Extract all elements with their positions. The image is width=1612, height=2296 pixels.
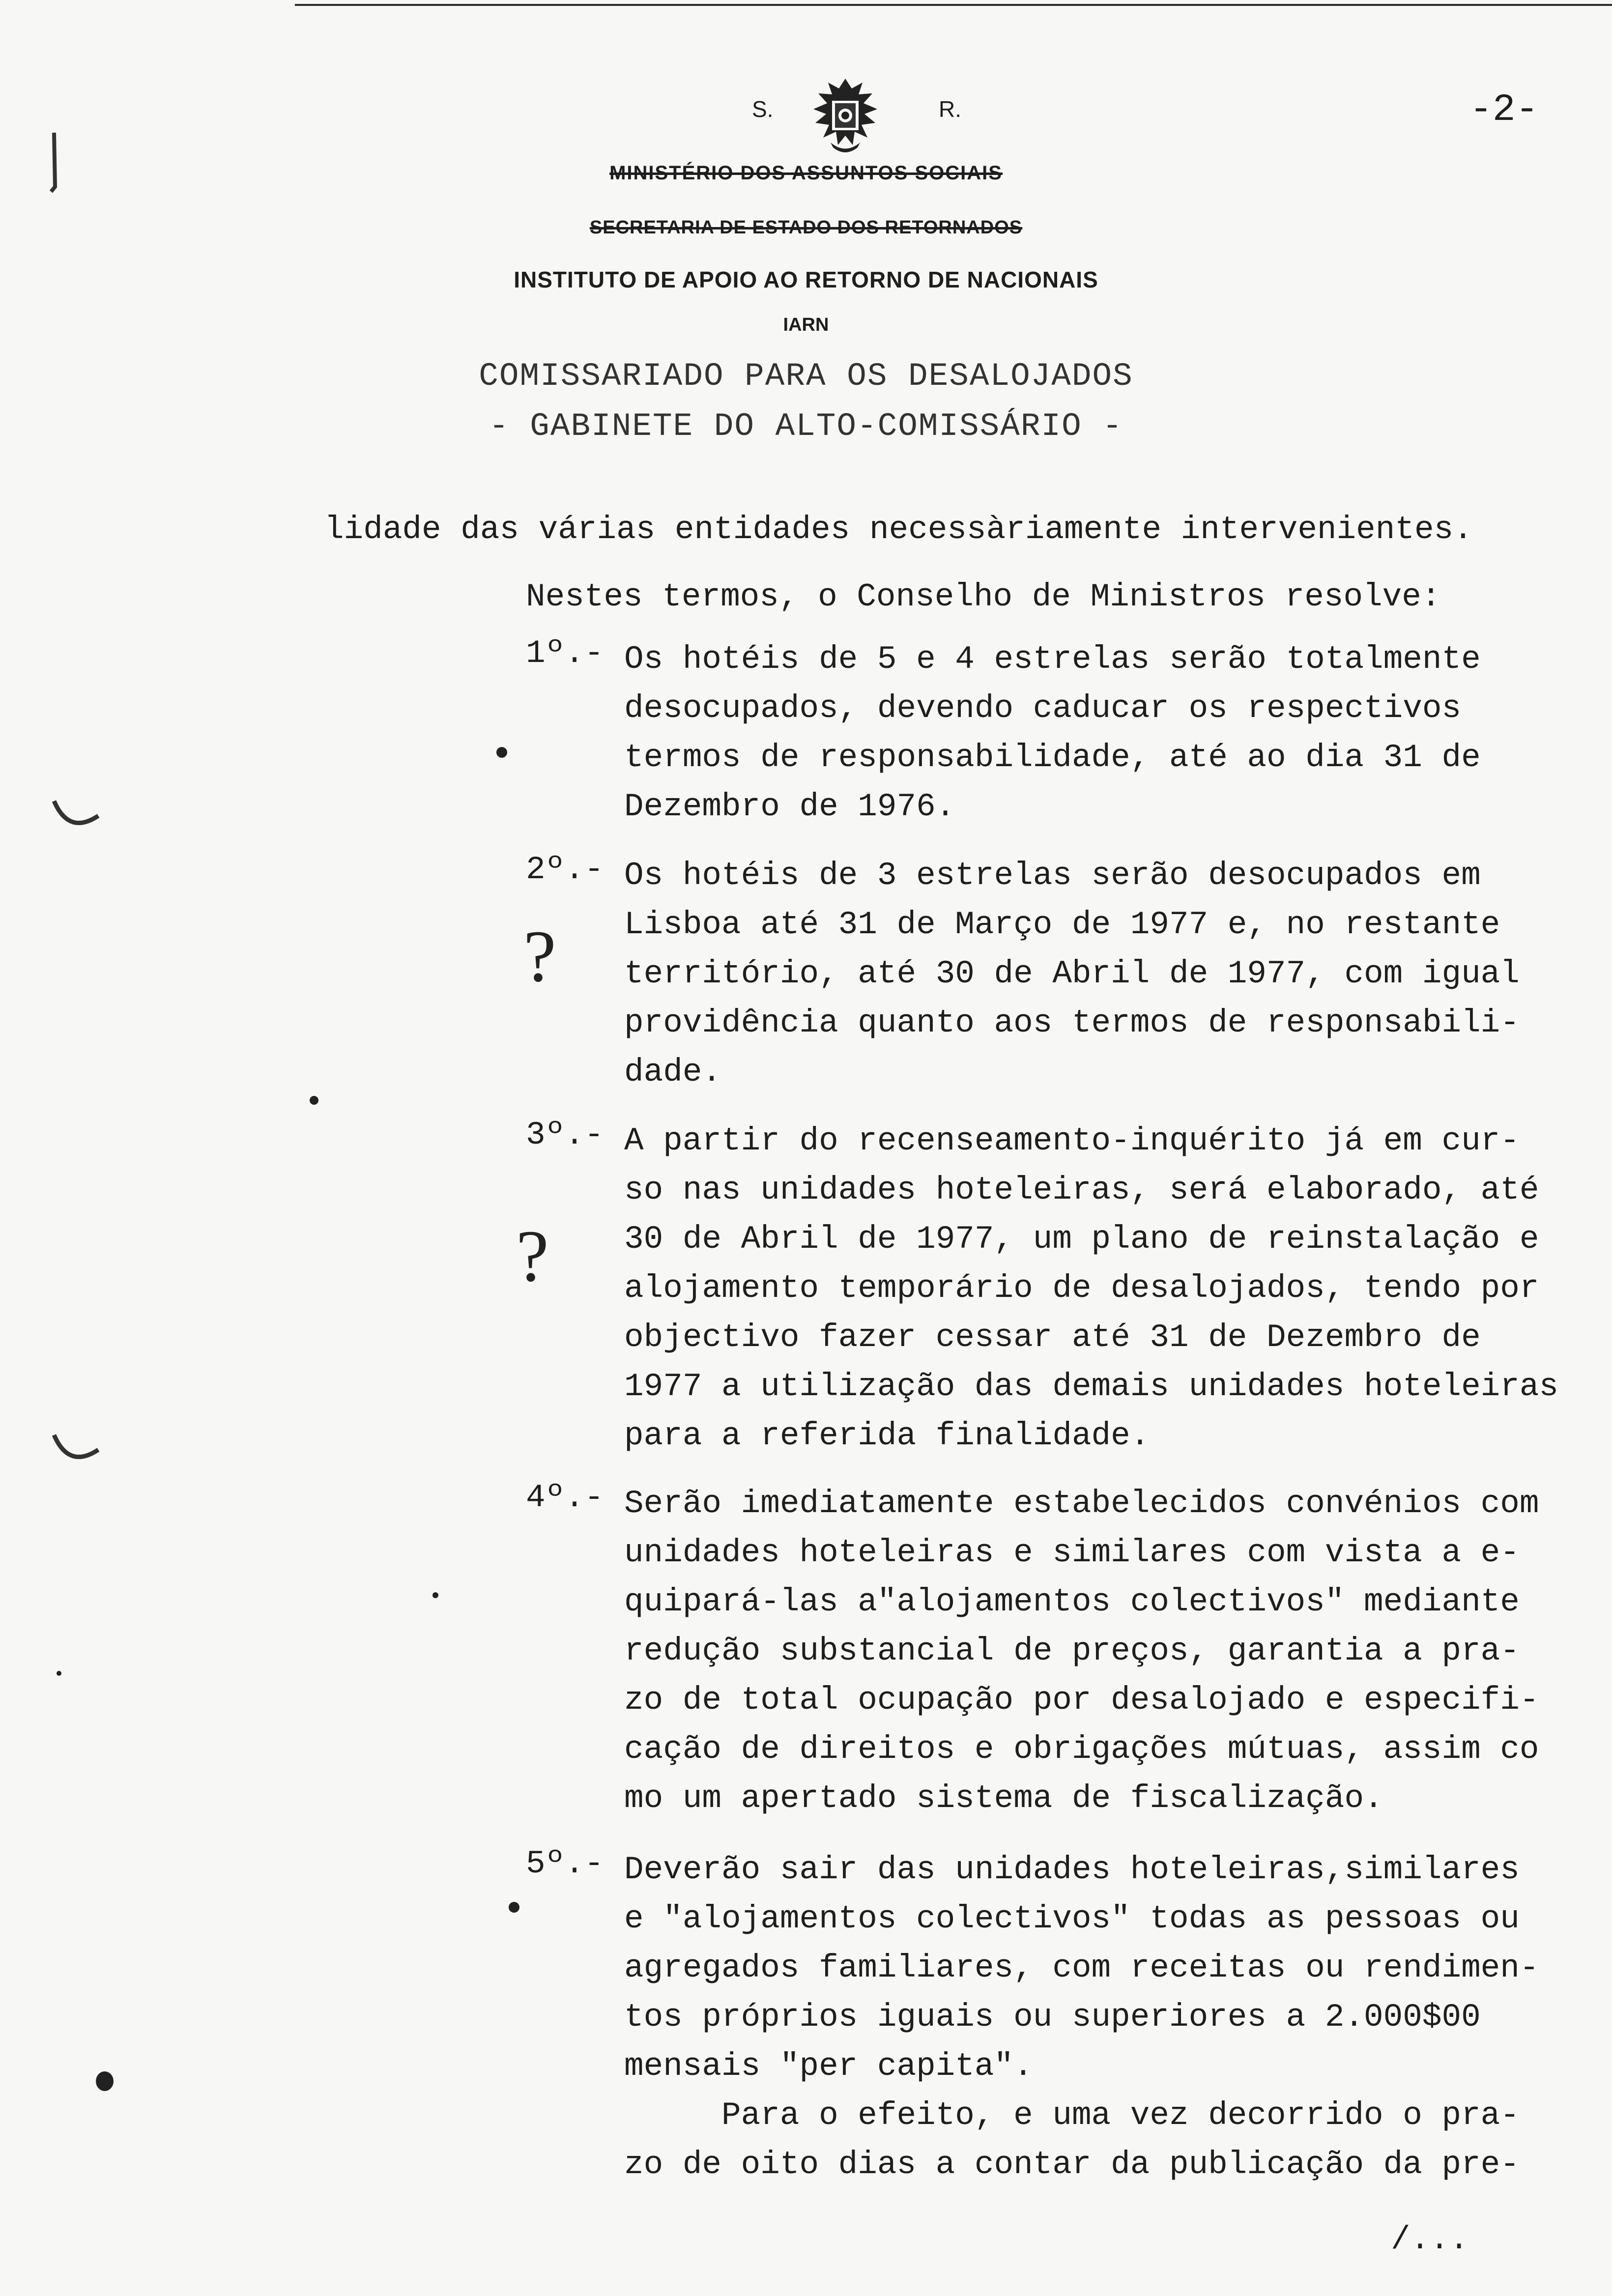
continuation-mark: /... <box>1391 2221 1469 2258</box>
scan-speck <box>96 2071 114 2091</box>
item-line: Deverão sair das unidades hoteleiras,similares <box>624 1851 1520 1888</box>
handwritten-question-mark: ? <box>523 916 556 997</box>
list-item <box>624 635 1481 832</box>
item-line: Os hotéis de 3 estrelas serão desocupados em <box>624 857 1481 894</box>
item-line: unidades hoteleiras e similares com vista a e- <box>624 1534 1520 1571</box>
letterhead-crest <box>752 74 961 157</box>
item-number: 1º.- <box>526 635 604 672</box>
margin-stroke-icon <box>44 128 64 197</box>
item-line: Dezembro de 1976. <box>624 788 955 825</box>
punch-hole-arc-icon <box>49 796 103 840</box>
list-item <box>624 1479 1539 1823</box>
item-line: redução substancial de preços, garantia a pra- <box>624 1633 1520 1669</box>
intro-line: Nestes termos, o Conselho de Ministros resolve: <box>526 578 1441 615</box>
item-line: quipará-las a"alojamentos colectivos" mediante <box>624 1583 1520 1620</box>
item-line: Serão imediatamente estabelecidos convénios com <box>624 1485 1539 1522</box>
item-line: e "alojamentos colectivos" todas as pessoas ou <box>624 1900 1520 1937</box>
secretariat-line: SECRETARIA DE ESTADO DOS RETORNADOS <box>589 217 1023 238</box>
handwritten-question-mark: ? <box>516 1215 549 1297</box>
item-line: para a referida finalidade. <box>624 1417 1150 1454</box>
abbrev-line: IARN <box>783 315 829 335</box>
scan-speck <box>432 1592 438 1598</box>
scan-speck <box>57 1671 61 1676</box>
office-line: - GABINETE DO ALTO-COMISSÁRIO - <box>489 408 1123 445</box>
scan-speck <box>509 1902 519 1913</box>
item-line: zo de total ocupação por desalojado e especifi- <box>624 1682 1539 1719</box>
item-line: 1977 a utilização das demais unidades hoteleiras <box>624 1368 1559 1405</box>
page-number: -2- <box>1469 88 1539 132</box>
coat-of-arms-icon <box>804 74 887 157</box>
item-line: 30 de Abril de 1977, um plano de reinstalação e <box>624 1221 1539 1258</box>
scan-speck <box>496 747 507 758</box>
item-line: termos de responsabilidade, até ao dia 31 de <box>624 739 1481 776</box>
item-line: zo de oito dias a contar da publicação da pre- <box>624 2146 1520 2183</box>
item-line: mensais "per capita". <box>624 2048 1033 2085</box>
item-line: alojamento temporário de desalojados, tendo por <box>624 1270 1539 1307</box>
commission-line: COMISSARIADO PARA OS DESALOJADOS <box>479 358 1133 395</box>
item-line: dade. <box>624 1054 722 1091</box>
item-line: A partir do recenseamento-inquérito já em cur- <box>624 1122 1520 1159</box>
item-number: 3º.- <box>526 1117 604 1153</box>
item-line: mo um apertado sistema de fiscalização. <box>624 1780 1383 1817</box>
crest-right-letter: R. <box>939 96 961 122</box>
crest-left-letter: S. <box>752 96 774 122</box>
item-line: providência quanto aos termos de responsabili- <box>624 1004 1520 1041</box>
item-line: Os hotéis de 5 e 4 estrelas serão totalmente <box>624 641 1481 678</box>
top-edge-line <box>295 4 1612 6</box>
item-line: agregados familiares, com receitas ou rendimen- <box>624 1950 1539 1986</box>
list-item <box>624 851 1520 1097</box>
item-line: objectivo fazer cessar até 31 de Dezembro de <box>624 1319 1481 1356</box>
list-item <box>624 1845 1539 2189</box>
scan-speck <box>310 1096 318 1105</box>
item-line: tos próprios iguais ou superiores a 2.000$00 <box>624 1999 1481 2036</box>
continuation-line: lidade das várias entidades necessàriamente intervenientes. <box>324 511 1473 548</box>
item-line: desocupados, devendo caducar os respectivos <box>624 690 1462 727</box>
item-number: 5º.- <box>526 1845 604 1882</box>
punch-hole-arc-icon <box>49 1430 103 1474</box>
item-number: 2º.- <box>526 851 604 888</box>
institute-line: INSTITUTO DE APOIO AO RETORNO DE NACIONAIS <box>514 267 1098 292</box>
item-line: so nas unidades hoteleiras, será elaborado, até <box>624 1172 1539 1208</box>
item-line: território, até 30 de Abril de 1977, com igual <box>624 955 1520 992</box>
list-item <box>624 1117 1558 1461</box>
item-line: Lisboa até 31 de Março de 1977 e, no restante <box>624 906 1500 943</box>
item-number: 4º.- <box>526 1479 604 1516</box>
ministry-line: MINISTÉRIO DOS ASSUNTOS SOCIAIS <box>609 162 1003 184</box>
item-line: Para o efeito, e uma vez decorrido o pra- <box>624 2097 1520 2134</box>
item-line: cação de direitos e obrigações mútuas, assim co <box>624 1731 1539 1768</box>
